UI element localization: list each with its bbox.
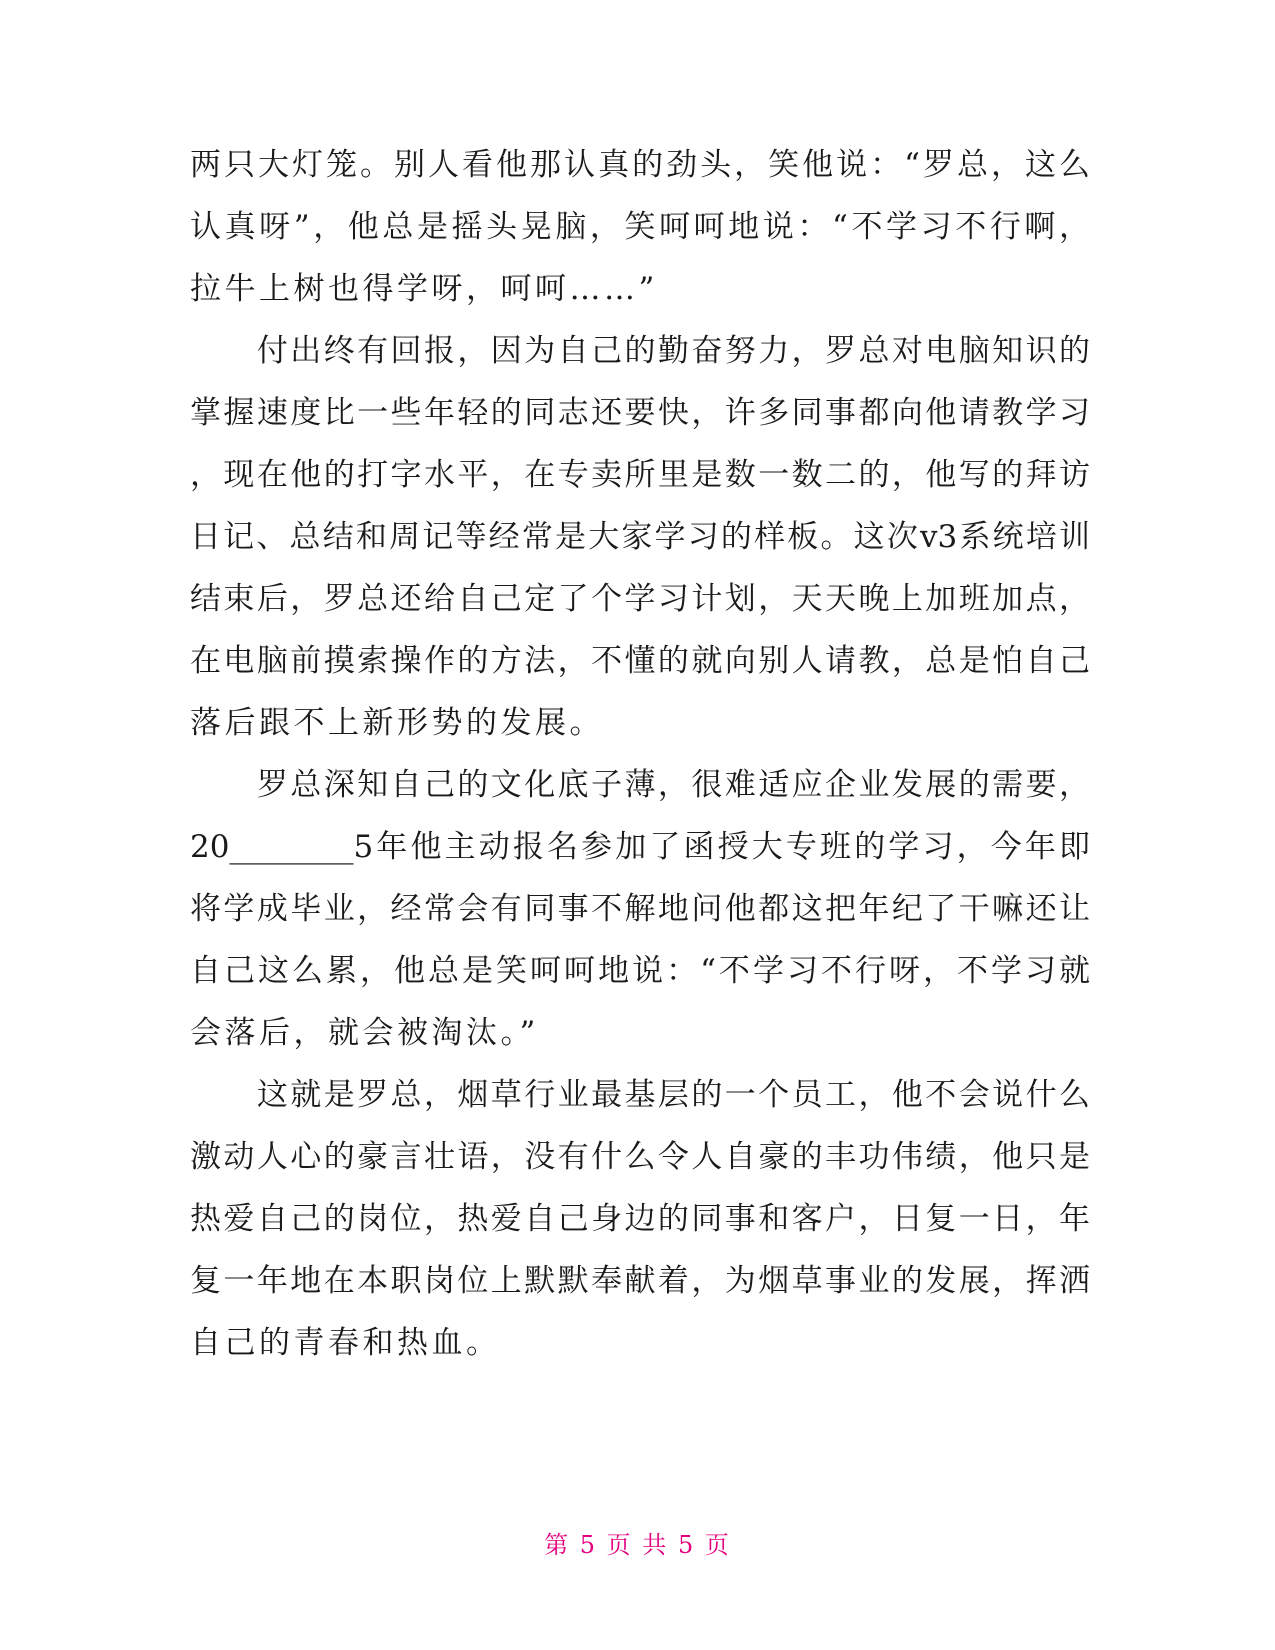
text-line: 复一年地在本职岗位上默默奉献着，为烟草事业的发展，挥洒: [190, 1263, 1090, 1299]
text-line: 激动人心的豪言壮语，没有什么令人自豪的丰功伟绩，他只是: [190, 1139, 1090, 1175]
text-line: 将学成毕业，经常会有同事不解地问他都这把年纪了干嘛还让: [190, 891, 1090, 927]
text-line: 落后跟不上新形势的发展。: [190, 705, 604, 741]
text-line: 两只大灯笼。别人看他那认真的劲头，笑他说：“罗总，这么: [190, 147, 1090, 183]
page-number-footer: 第 5 页 共 5 页: [544, 1531, 731, 1559]
text-line: 认真呀”，他总是摇头晃脑，笑呵呵地说：“不学习不行啊，: [190, 209, 1090, 245]
text-line: 日记、总结和周记等经常是大家学习的样板。这次v3系统培训: [190, 519, 1090, 555]
text-line: 掌握速度比一些年轻的同志还要快，许多同事都向他请教学习: [190, 395, 1090, 431]
text-line: 热爱自己的岗位，热爱自己身边的同事和客户，日复一日，年: [190, 1201, 1090, 1237]
text-line: 在电脑前摸索操作的方法，不懂的就向别人请教，总是怕自己: [190, 643, 1090, 679]
text-line: 20________5年他主动报名参加了函授大专班的学习，今年即: [190, 829, 1090, 865]
text-line: 自己这么累，他总是笑呵呵地说：“不学习不行呀，不学习就: [190, 953, 1090, 989]
text-line: 这就是罗总，烟草行业最基层的一个员工，他不会说什么: [190, 1077, 1090, 1113]
text-line: 拉牛上树也得学呀，呵呵……”: [190, 271, 658, 307]
text-line: 会落后，就会被淘汰。”: [190, 1015, 539, 1051]
text-line: ，现在他的打字水平，在专卖所里是数一数二的，他写的拜访: [190, 457, 1090, 493]
text-line: 付出终有回报，因为自己的勤奋努力，罗总对电脑知识的: [190, 333, 1090, 369]
text-line: 结束后，罗总还给自己定了个学习计划，天天晚上加班加点，: [190, 581, 1090, 617]
text-line: 自己的青春和热血。: [190, 1325, 501, 1361]
text-line: 罗总深知自己的文化底子薄，很难适应企业发展的需要，: [190, 767, 1090, 803]
